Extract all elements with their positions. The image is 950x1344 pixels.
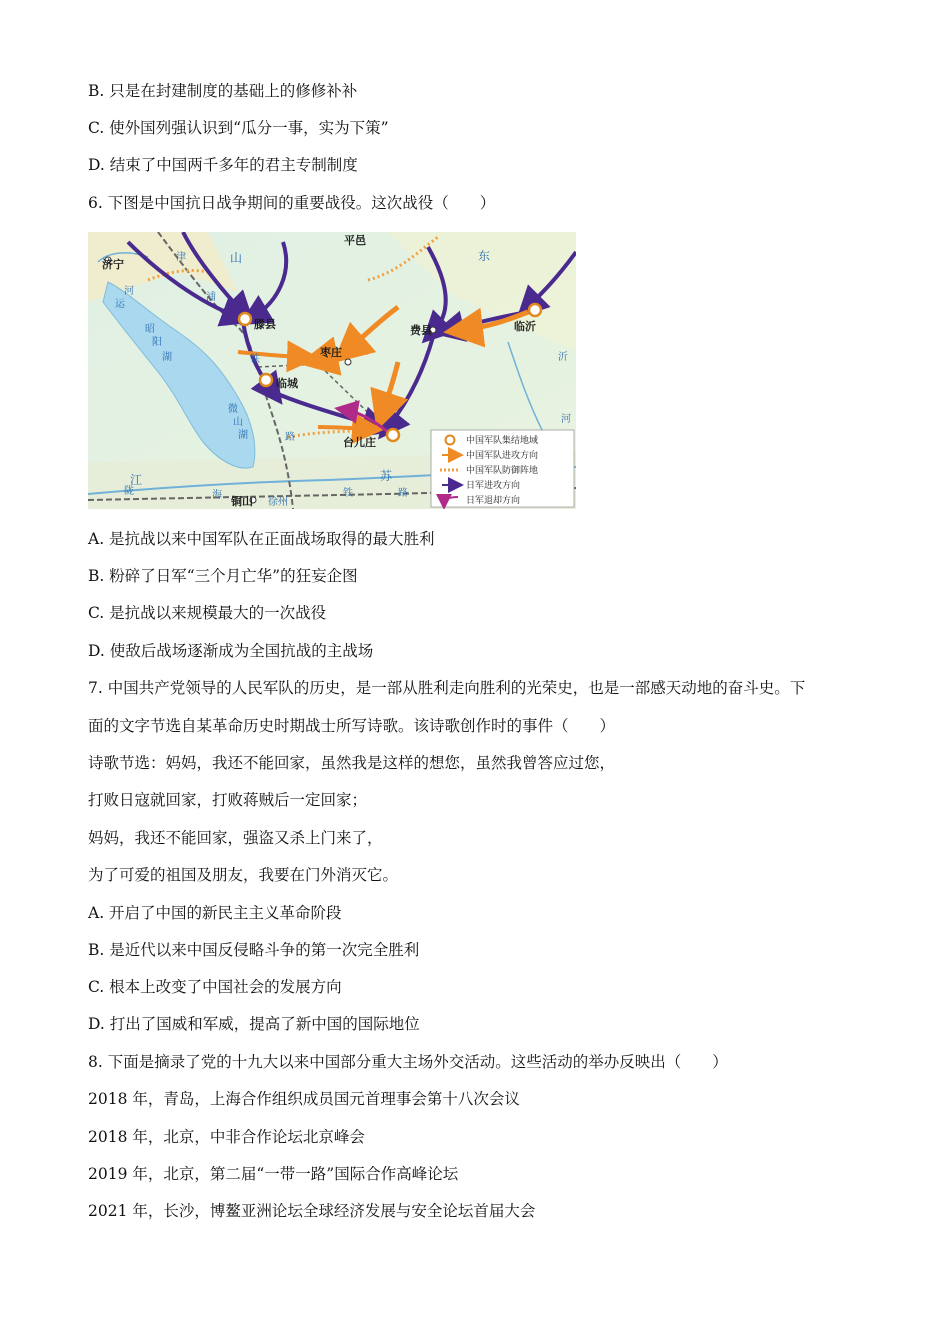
- assembly-circle-taierzhuang: [387, 429, 399, 441]
- q6-option-a: A. 是抗战以来中国军队在正面战场取得的最大胜利: [88, 530, 435, 548]
- region-label-su: 苏: [380, 469, 393, 483]
- town-dot-zaozhuang: [345, 359, 351, 365]
- q7-option-b: B. 是近代以来中国反侵略斗争的第一次完全胜利: [88, 941, 420, 959]
- assembly-circle-linyi: [529, 304, 541, 316]
- q7-option-c: C. 根本上改变了中国社会的发展方向: [88, 978, 342, 996]
- river-label-zhao: 昭: [145, 324, 155, 335]
- region-label-dong: 东: [478, 249, 491, 263]
- rail-label-long: 陇: [124, 486, 134, 497]
- rail-label-lu2: 路: [398, 488, 408, 499]
- river-label-hu2: 湖: [238, 430, 248, 441]
- q5-option-d: D. 结束了中国两千多年的君主专制制度: [88, 156, 358, 174]
- rail-label-lu: 路: [285, 432, 295, 443]
- q5-option-b: B. 只是在封建制度的基础上的修修补补: [88, 82, 358, 100]
- rail-label-jin: 津: [176, 252, 186, 263]
- river-label-yi: 沂: [558, 352, 568, 363]
- legend-label-defense: 中国军队防御阵地: [466, 466, 539, 476]
- assembly-circle-lincheng: [260, 374, 272, 386]
- place-label-lincheng: 临城: [276, 377, 298, 390]
- q7-stem-line2: 面的文字节选自某革命历史时期战士所写诗歌。该诗歌创作时的事件（ ）: [88, 717, 616, 735]
- rail-label-pu: 浦: [206, 292, 216, 303]
- river-label-hu: 湖: [162, 352, 172, 363]
- taierzhuang-battle-map: [88, 232, 576, 509]
- river-label-he2: 河: [561, 414, 571, 425]
- legend-label-assembly: 中国军队集结地域: [466, 436, 539, 446]
- q8-event-4: 2021 年，长沙，博鳌亚洲论坛全球经济发展与安全论坛首届大会: [88, 1202, 536, 1220]
- river-label-shan: 山: [233, 417, 243, 428]
- place-label-feixian: 费县: [410, 324, 432, 337]
- region-label-shan: 山: [230, 251, 243, 265]
- q8-event-3: 2019 年，北京，第二届“一带一路”国际合作高峰论坛: [88, 1165, 459, 1183]
- place-label-xuzhou: 徐州: [268, 497, 288, 508]
- q6-stem: 6. 下图是中国抗日战争期间的重要战役。这次战役（ ）: [88, 194, 496, 212]
- river-label-wei: 微: [228, 404, 238, 415]
- q8-event-1: 2018 年，青岛，上海合作组织成员国元首理事会第十八次会议: [88, 1090, 520, 1108]
- place-label-taierzhuang: 台儿庄: [343, 436, 376, 449]
- q7-option-a: A. 开启了中国的新民主主义革命阶段: [88, 904, 342, 922]
- legend-circle-icon: [446, 436, 455, 445]
- legend-label-japanese-retreat: 日军退却方向: [466, 496, 521, 506]
- river-label-yun: 运: [115, 299, 125, 310]
- q5-option-c: C. 使外国列强认识到“瓜分一事，实为下策”: [88, 119, 389, 137]
- place-label-pingyi: 平邑: [344, 234, 366, 247]
- q8-event-2: 2018 年，北京，中非合作论坛北京峰会: [88, 1128, 365, 1146]
- q8-stem: 8. 下面是摘录了党的十九大以来中国部分重大主场外交活动。这些活动的举办反映出（ ）: [88, 1053, 728, 1071]
- rail-label-tie2: 铁: [343, 488, 353, 499]
- chinese-attack-arrow: [318, 427, 368, 429]
- place-label-zaozhuang: 枣庄: [320, 346, 342, 359]
- q7-poem-line3: 妈妈，我还不能回家，强盗又杀上门来了，: [88, 829, 383, 847]
- rail-label-hai: 海: [212, 490, 222, 501]
- region-label-jiang: 江: [130, 473, 143, 487]
- legend-label-chinese-attack: 中国军队进攻方向: [466, 451, 539, 461]
- q6-option-d: D. 使敌后战场逐渐成为全国抗战的主战场: [88, 642, 374, 660]
- map-legend: [431, 430, 574, 507]
- place-label-tengxian: 滕县: [254, 318, 276, 331]
- legend-label-japanese-attack: 日军进攻方向: [466, 481, 521, 491]
- q7-poem-line1: 诗歌节选：妈妈，我还不能回家，虽然我是这样的想您，虽然我曾答应过您，: [88, 754, 616, 772]
- rail-label-tie: 铁: [250, 354, 260, 365]
- place-label-linyi: 临沂: [514, 320, 536, 333]
- place-label-tongshan: 铜山: [231, 495, 253, 508]
- q6-option-b: B. 粉碎了日军“三个月亡华”的狂妄企图: [88, 567, 358, 585]
- river-label-he: 河: [124, 286, 134, 297]
- q6-option-c: C. 是抗战以来规模最大的一次战役: [88, 604, 327, 622]
- place-label-jining: 济宁: [102, 258, 124, 271]
- q7-poem-line4: 为了可爱的祖国及朋友，我要在门外消灭它。: [88, 866, 399, 884]
- assembly-circle-tengxian: [239, 313, 251, 325]
- battle-map-svg: [88, 232, 576, 509]
- q7-option-d: D. 打出了国威和军威，提高了新中国的国际地位: [88, 1015, 420, 1033]
- river-label-yang: 阳: [152, 337, 162, 348]
- q7-poem-line2: 打败日寇就回家，打败蒋贼后一定回家；: [88, 791, 368, 809]
- q7-stem-line1: 7. 中国共产党领导的人民军队的历史，是一部从胜利走向胜利的光荣史，也是一部感天动地的奋斗史。下: [88, 679, 806, 697]
